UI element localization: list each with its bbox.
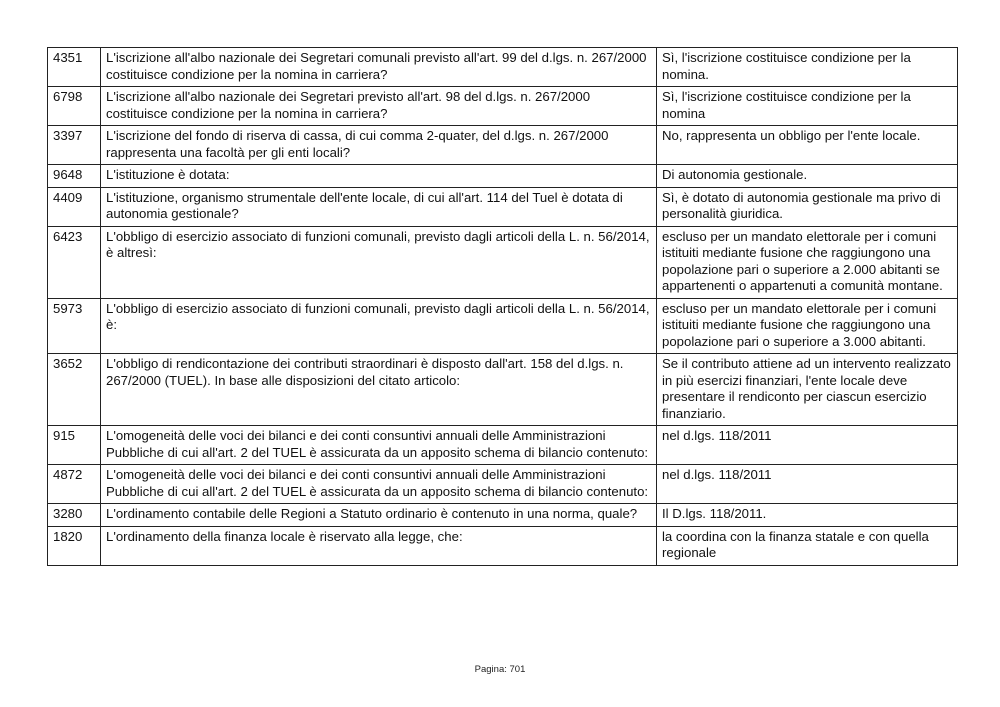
question-id: 3397 [48,126,101,165]
table-row [48,226,958,298]
question-id: 3280 [48,504,101,527]
answer-text: escluso per un mandato elettorale per i comuni istituiti mediante fusione che raggiungono una popolazione pari o superiore a 2.000 abitanti se appartenenti o appartenuti a comunità montane. [657,226,958,298]
question-id: 9648 [48,165,101,188]
question-text: L'obbligo di esercizio associato di funzioni comunali, previsto dagli articoli della L. n. 56/2014, è altresì: [101,226,657,298]
question-text: L'omogeneità delle voci dei bilanci e dei conti consuntivi annuali delle Amministrazioni Pubbliche di cui all'art. 2 del TUEL è assicurata da un apposito schema di bilancio contenuto: [101,426,657,465]
page-number: Pagina: 701 [474,664,526,675]
answer-text: nel d.lgs. 118/2011 [657,426,958,465]
table-row [48,426,958,465]
question-text: L'istituzione è dotata: [101,165,657,188]
answer-text: Di autonomia gestionale. [657,165,958,188]
table-row [48,354,958,426]
question-text: L'omogeneità delle voci dei bilanci e dei conti consuntivi annuali delle Amministrazioni Pubbliche di cui all'art. 2 del TUEL è assicurata da un apposito schema di bilancio contenuto: [101,465,657,504]
answer-text: escluso per un mandato elettorale per i comuni istituiti mediante fusione che raggiungono una popolazione pari o superiore a 3.000 abitanti. [657,298,958,354]
answer-text: Sì, l'iscrizione costituisce condizione per la nomina [657,87,958,126]
table-row [48,165,958,188]
answer-text: Sì, l'iscrizione costituisce condizione per la nomina. [657,48,958,87]
question-id: 4409 [48,187,101,226]
table-row [48,187,958,226]
answer-text: Se il contributo attiene ad un intervento realizzato in più esercizi finanziari, l'ente locale deve presentare il rendiconto per ciascun esercizio finanziario. [657,354,958,426]
questions-table-body [48,48,958,566]
answer-text: Il D.lgs. 118/2011. [657,504,958,527]
questions-table [47,47,958,566]
question-id: 5973 [48,298,101,354]
answer-text: No, rappresenta un obbligo per l'ente locale. [657,126,958,165]
answer-text: Sì, è dotato di autonomia gestionale ma privo di personalità giuridica. [657,187,958,226]
question-id: 915 [48,426,101,465]
question-text: L'obbligo di esercizio associato di funzioni comunali, previsto dagli articoli della L. n. 56/2014, è: [101,298,657,354]
answer-text: nel d.lgs. 118/2011 [657,465,958,504]
table-row [48,48,958,87]
table-row [48,126,958,165]
question-text: L'iscrizione all'albo nazionale dei Segretari comunali previsto all'art. 99 del d.lgs. n. 267/2000 costituisce condizione per la nomina in carriera? [101,48,657,87]
question-id: 6798 [48,87,101,126]
answer-text: la coordina con la finanza statale e con quella regionale [657,526,958,565]
question-id: 4351 [48,48,101,87]
question-id: 6423 [48,226,101,298]
question-text: L'iscrizione all'albo nazionale dei Segretari previsto all'art. 98 del d.lgs. n. 267/2000 costituisce condizione per la nomina in carriera? [101,87,657,126]
question-text: L'iscrizione del fondo di riserva di cassa, di cui comma 2-quater, del d.lgs. n. 267/2000 rappresenta una facoltà per gli enti locali? [101,126,657,165]
question-text: L'istituzione, organismo strumentale dell'ente locale, di cui all'art. 114 del Tuel è dotata di autonomia gestionale? [101,187,657,226]
question-text: L'ordinamento della finanza locale è riservato alla legge, che: [101,526,657,565]
question-id: 1820 [48,526,101,565]
table-row [48,298,958,354]
table-row [48,87,958,126]
question-id: 3652 [48,354,101,426]
table-row [48,504,958,527]
question-id: 4872 [48,465,101,504]
question-text: L'obbligo di rendicontazione dei contributi straordinari è disposto dall'art. 158 del d.lgs. n. 267/2000 (TUEL). In base alle disposizioni del citato articolo: [101,354,657,426]
table-row [48,526,958,565]
table-row [48,465,958,504]
question-text: L'ordinamento contabile delle Regioni a Statuto ordinario è contenuto in una norma, quale? [101,504,657,527]
